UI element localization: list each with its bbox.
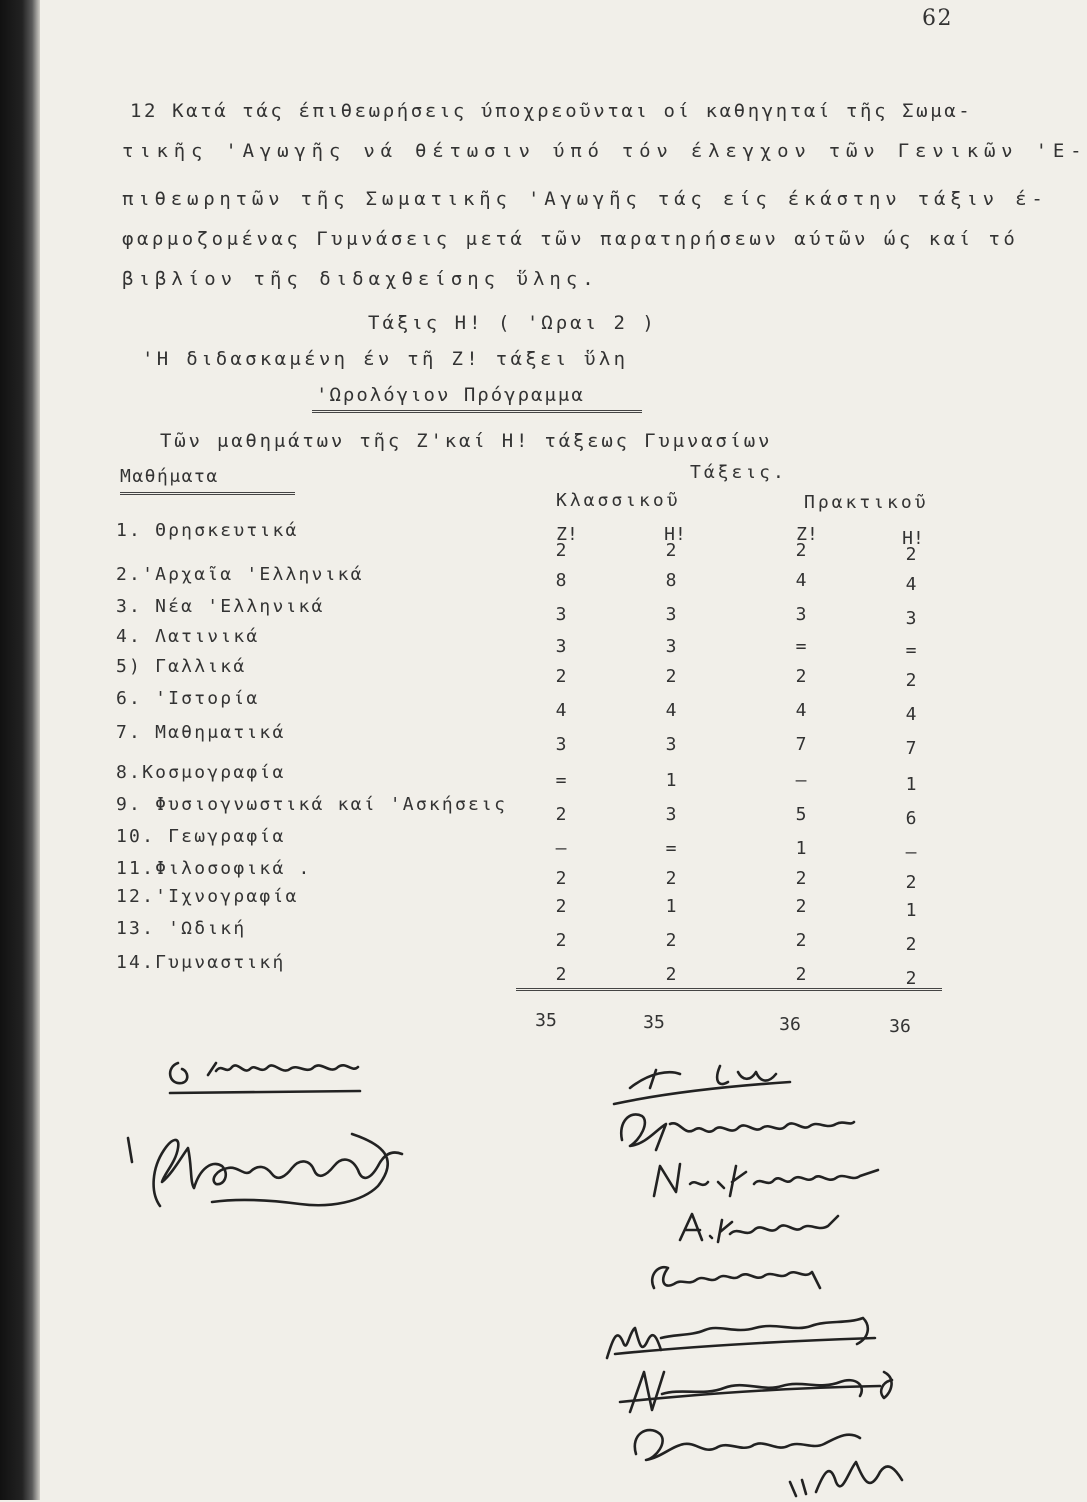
hours-cell: 2	[555, 666, 567, 687]
hours-cell: 2	[555, 964, 567, 985]
hours-cell: 7	[795, 734, 807, 755]
hours-cell: 2	[555, 930, 567, 951]
intro-line-4: φαρμοζομένας Γυμνάσεις μετά τῶν παρατηρήσεων αύτῶν ώς καί τό	[122, 228, 1019, 250]
hours-cell: 4	[905, 574, 917, 595]
hours-cell: 2	[665, 666, 677, 687]
subject-label: 9. Φυσιογνωστικά καί 'Ασκήσεις	[116, 794, 508, 815]
member-signature-1	[610, 1100, 860, 1160]
page-number: 62	[922, 6, 953, 31]
hours-cell: 4	[795, 700, 807, 721]
hours-cell: 3	[665, 604, 677, 625]
intro-line-2: τικῆς 'Αγωγῆς νά θέτωσιν ύπό τόν έλεγχον τῶν Γενικῶν 'Ε-	[122, 140, 1087, 162]
hours-cell: 2	[905, 670, 917, 691]
subjects-header: Μαθήματα	[120, 466, 219, 487]
taught-material: 'Η διδασκαμένη έν τῆ Ζ! τάξει ὕλη	[142, 348, 629, 370]
member-signature-4	[640, 1248, 860, 1303]
intro-line-1: 12 Κατά τάς έπιθεωρήσεις ύποχρεοῦνται οί καθηγηταί τῆς Σωμα-	[130, 100, 973, 122]
subject-label: 14.Γυμναστική	[116, 952, 286, 973]
hours-cell: 1	[795, 838, 807, 859]
hours-cell: 2	[905, 968, 917, 989]
hours-cell: 1	[665, 896, 677, 917]
hours-cell: 3	[555, 734, 567, 755]
hours-cell: 6	[905, 808, 917, 829]
hours-cell: 2	[905, 934, 917, 955]
president-signature	[120, 1110, 420, 1220]
hours-cell: 3	[905, 608, 917, 629]
hours-cell: 2	[555, 868, 567, 889]
hours-cell: –	[555, 838, 567, 859]
hours-cell: 3	[795, 604, 807, 625]
subject-label: 2.'Αρχαῖα 'Ελληνικά	[116, 564, 364, 585]
schedule-title: 'Ωρολόγιον Πρόγραμμα	[316, 384, 585, 406]
subject-label: 6. 'Ιστορία	[116, 688, 260, 709]
subject-label: 3. Νέα 'Ελληνικά	[116, 596, 325, 617]
hours-cell: 8	[665, 570, 677, 591]
subjects-header-underline	[120, 492, 295, 495]
hours-cell: 2	[555, 540, 567, 561]
intro-line-5: βιβλίον τῆς διδαχθείσης ὕλης.	[122, 268, 599, 290]
hours-cell: 2	[555, 804, 567, 825]
hours-cell: =	[555, 770, 567, 791]
totals-separator	[516, 988, 942, 991]
subject-label: 13. 'Ωδική	[116, 918, 247, 939]
hours-cell: 2	[795, 896, 807, 917]
hours-cell: 2	[795, 540, 807, 561]
intro-line-3: πιθεωρητῶν τῆς Σωματικῆς 'Αγωγῆς τάς είς έκάστην τάξιν έ-	[122, 188, 1048, 210]
hours-cell: =	[795, 636, 807, 657]
column-header-classical-h: Η!	[664, 524, 686, 545]
total-practical-z: 36	[779, 1014, 801, 1035]
column-header-practical-z: Ζ!	[796, 524, 818, 545]
hours-cell: 1	[905, 900, 917, 921]
subject-label: 11.Φιλοσοφικά .	[116, 858, 312, 879]
hours-cell: 4	[665, 700, 677, 721]
hours-cell: 2	[665, 540, 677, 561]
hours-cell: 2	[795, 930, 807, 951]
total-classical-h: 35	[643, 1012, 665, 1033]
schedule-subtitle: Τῶν μαθημάτων τῆς Ζ'καί Η! τάξεως Γυμνασίων	[160, 430, 773, 452]
hours-cell: 3	[665, 804, 677, 825]
group-practical-header: Πρακτικοῦ	[804, 492, 929, 513]
subject-label: 4. Λατινικά	[116, 626, 260, 647]
hours-cell: =	[905, 640, 917, 661]
hours-cell: 2	[905, 544, 917, 565]
hours-cell: 4	[905, 704, 917, 725]
subject-label: 7. Μαθηματικά	[116, 722, 286, 743]
member-signature-3	[670, 1200, 870, 1255]
group-classical-header: Κλασσικοῦ	[556, 490, 681, 511]
member-signature-8	[640, 1432, 920, 1502]
hours-cell: 2	[795, 868, 807, 889]
hours-cell: 2	[555, 896, 567, 917]
hours-cell: 7	[905, 738, 917, 759]
hours-cell: 2	[795, 666, 807, 687]
hours-cell: 1	[905, 774, 917, 795]
member-signature-2	[640, 1152, 890, 1207]
hours-cell: 2	[795, 964, 807, 985]
hours-cell: =	[665, 838, 677, 859]
total-classical-z: 35	[535, 1010, 557, 1031]
subject-label: 5) Γαλλικά	[116, 656, 247, 677]
hours-cell: 2	[665, 964, 677, 985]
hours-cell: 2	[905, 872, 917, 893]
hours-cell: 8	[555, 570, 567, 591]
hours-cell: 3	[665, 734, 677, 755]
hours-cell: 3	[555, 636, 567, 657]
hours-cell: 5	[795, 804, 807, 825]
hours-cell: 4	[555, 700, 567, 721]
hours-cell: 1	[665, 770, 677, 791]
subject-label: 10. Γεωγραφία	[116, 826, 286, 847]
hours-cell: –	[905, 842, 917, 863]
hours-cell: 3	[665, 636, 677, 657]
subject-label: 12.'Ιχνογραφία	[116, 886, 299, 907]
total-practical-h: 36	[889, 1016, 911, 1037]
subject-label: 1. Θρησκευτικά	[116, 520, 299, 541]
hours-cell: –	[795, 770, 807, 791]
book-binding-shadow	[0, 0, 40, 1500]
class-heading: Τάξις Η! ( 'Ωραι 2 )	[368, 312, 657, 334]
hours-cell: 4	[795, 570, 807, 591]
president-title-handwriting	[160, 1045, 380, 1105]
schedule-title-underline	[312, 410, 642, 413]
classes-label: Τάξεις.	[690, 462, 787, 483]
hours-cell: 3	[555, 604, 567, 625]
column-header-classical-z: Ζ!	[556, 524, 578, 545]
column-header-practical-h: Η!	[902, 528, 924, 549]
hours-cell: 2	[665, 868, 677, 889]
subject-label: 8.Κοσμογραφία	[116, 762, 286, 783]
hours-cell: 2	[665, 930, 677, 951]
